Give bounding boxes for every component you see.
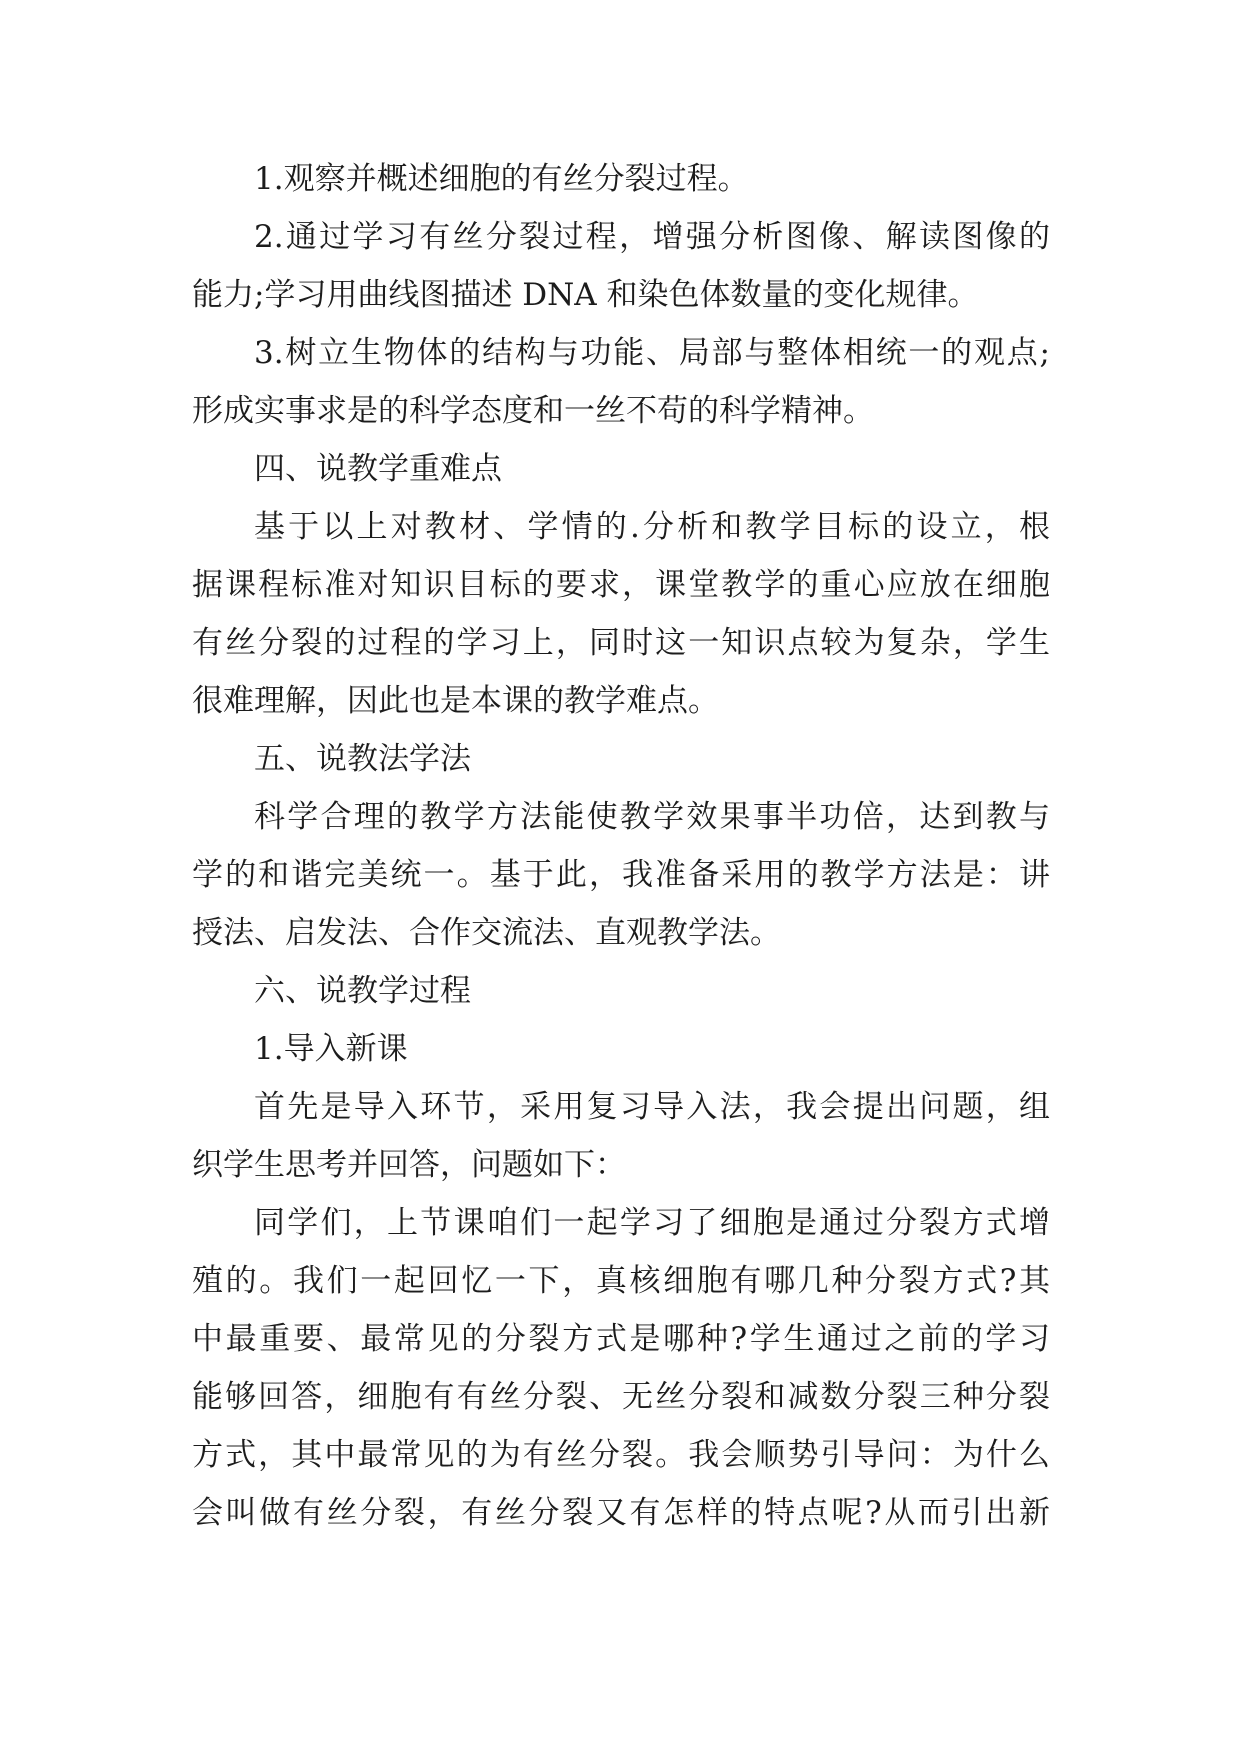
section-heading: 四、说教学重难点 — [254, 451, 502, 487]
text-line: 据课程标准对知识目标的要求，课堂教学的重心应放在细胞 — [192, 567, 1050, 603]
text-line: 能力;学习用曲线图描述 DNA 和染色体数量的变化规律。 — [192, 277, 979, 313]
text-line: 授法、启发法、合作交流法、直观教学法。 — [192, 915, 781, 951]
text-line: 基于以上对教材、学情的.分析和教学目标的设立，根 — [254, 509, 1050, 545]
text-line: 形成实事求是的科学态度和一丝不苟的科学精神。 — [192, 393, 874, 429]
text-line: 很难理解，因此也是本课的教学难点。 — [192, 683, 719, 719]
text-line: 2.通过学习有丝分裂过程，增强分析图像、解读图像的 — [254, 219, 1050, 255]
text-line: 中最重要、最常见的分裂方式是哪种?学生通过之前的学习 — [192, 1321, 1050, 1357]
text-line: 3.树立生物体的结构与功能、局部与整体相统一的观点; — [254, 335, 1050, 371]
text-line: 织学生思考并回答，问题如下： — [192, 1147, 626, 1183]
text-line: 方式，其中最常见的为有丝分裂。我会顺势引导问：为什么 — [192, 1437, 1050, 1473]
text-line: 会叫做有丝分裂，有丝分裂又有怎样的特点呢?从而引出新 — [192, 1495, 1050, 1531]
text-line: 学的和谐完美统一。基于此，我准备采用的教学方法是：讲 — [192, 857, 1050, 893]
subsection-heading: 1.导入新课 — [254, 1031, 408, 1067]
text-line: 能够回答，细胞有有丝分裂、无丝分裂和减数分裂三种分裂 — [192, 1379, 1050, 1415]
text-line: 同学们，上节课咱们一起学习了细胞是通过分裂方式增 — [254, 1205, 1050, 1241]
section-heading: 五、说教法学法 — [254, 741, 471, 777]
text-line: 有丝分裂的过程的学习上，同时这一知识点较为复杂，学生 — [192, 625, 1050, 661]
section-heading: 六、说教学过程 — [254, 973, 471, 1009]
text-line: 首先是导入环节，采用复习导入法，我会提出问题，组 — [254, 1089, 1050, 1125]
text-line: 1.观察并概述细胞的有丝分裂过程。 — [254, 161, 749, 197]
document-page — [192, 150, 1050, 1542]
text-line: 殖的。我们一起回忆一下，真核细胞有哪几种分裂方式?其 — [192, 1263, 1050, 1299]
text-line: 科学合理的教学方法能使教学效果事半功倍，达到教与 — [254, 799, 1050, 835]
